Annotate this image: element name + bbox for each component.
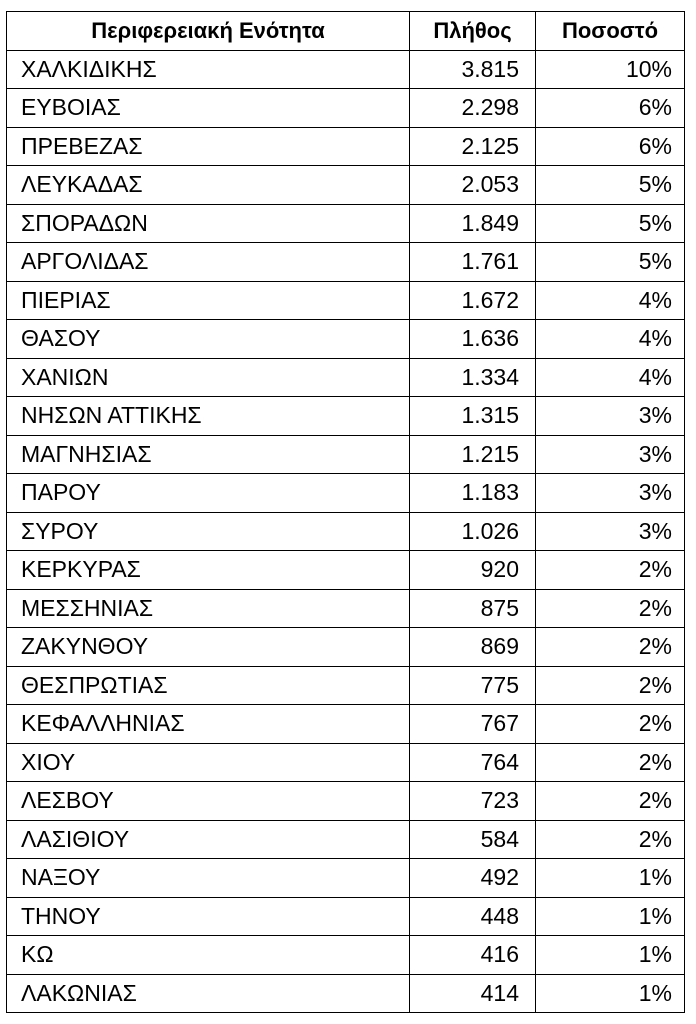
cell-percentage: 3% (536, 435, 685, 474)
table-row (7, 320, 685, 359)
cell-count: 2.125 (410, 127, 536, 166)
cell-region: ΤΗΝΟΥ (7, 897, 410, 936)
table-row (7, 474, 685, 513)
table-row (7, 666, 685, 705)
cell-region: ΚΕΦΑΛΛΗΝΙΑΣ (7, 705, 410, 744)
column-header-count: Πλήθος (410, 12, 536, 51)
cell-count: 2.053 (410, 166, 536, 205)
regional-units-table (6, 11, 685, 1013)
cell-percentage: 5% (536, 204, 685, 243)
table-row (7, 974, 685, 1013)
cell-count: 1.334 (410, 358, 536, 397)
cell-count: 1.183 (410, 474, 536, 513)
cell-percentage: 2% (536, 628, 685, 667)
cell-count: 2.298 (410, 89, 536, 128)
cell-count: 1.026 (410, 512, 536, 551)
cell-percentage: 4% (536, 320, 685, 359)
cell-region: ΛΕΣΒΟΥ (7, 782, 410, 821)
cell-percentage: 3% (536, 512, 685, 551)
cell-count: 1.672 (410, 281, 536, 320)
cell-count: 1.215 (410, 435, 536, 474)
table-body (7, 50, 685, 1013)
cell-region: ΠΡΕΒΕΖΑΣ (7, 127, 410, 166)
cell-region: ΝΗΣΩΝ ΑΤΤΙΚΗΣ (7, 397, 410, 436)
cell-percentage: 4% (536, 358, 685, 397)
cell-percentage: 2% (536, 820, 685, 859)
cell-count: 1.761 (410, 243, 536, 282)
cell-region: ΖΑΚΥΝΘΟΥ (7, 628, 410, 667)
cell-percentage: 2% (536, 743, 685, 782)
table-row (7, 127, 685, 166)
cell-count: 584 (410, 820, 536, 859)
cell-count: 1.315 (410, 397, 536, 436)
cell-region: ΕΥΒΟΙΑΣ (7, 89, 410, 128)
cell-count: 1.636 (410, 320, 536, 359)
cell-region: ΣΠΟΡΑΔΩΝ (7, 204, 410, 243)
cell-count: 775 (410, 666, 536, 705)
cell-percentage: 3% (536, 474, 685, 513)
cell-region: ΧΙΟΥ (7, 743, 410, 782)
table-row (7, 397, 685, 436)
cell-percentage: 10% (536, 50, 685, 89)
table-row (7, 89, 685, 128)
cell-percentage: 2% (536, 782, 685, 821)
cell-count: 416 (410, 936, 536, 975)
cell-percentage: 1% (536, 936, 685, 975)
cell-region: ΚΩ (7, 936, 410, 975)
cell-percentage: 1% (536, 859, 685, 898)
cell-percentage: 3% (536, 397, 685, 436)
table-row (7, 936, 685, 975)
cell-count: 767 (410, 705, 536, 744)
cell-percentage: 2% (536, 589, 685, 628)
cell-region: ΜΕΣΣΗΝΙΑΣ (7, 589, 410, 628)
cell-region: ΚΕΡΚΥΡΑΣ (7, 551, 410, 590)
cell-count: 875 (410, 589, 536, 628)
cell-percentage: 5% (536, 166, 685, 205)
cell-count: 448 (410, 897, 536, 936)
table-row (7, 705, 685, 744)
cell-region: ΘΑΣΟΥ (7, 320, 410, 359)
table-row (7, 435, 685, 474)
cell-count: 414 (410, 974, 536, 1013)
table-row (7, 589, 685, 628)
cell-region: ΜΑΓΝΗΣΙΑΣ (7, 435, 410, 474)
cell-region: ΧΑΛΚΙΔΙΚΗΣ (7, 50, 410, 89)
document-page (6, 11, 684, 1013)
cell-percentage: 4% (536, 281, 685, 320)
cell-percentage: 2% (536, 666, 685, 705)
cell-region: ΑΡΓΟΛΙΔΑΣ (7, 243, 410, 282)
table-row (7, 281, 685, 320)
table-row (7, 820, 685, 859)
cell-percentage: 2% (536, 705, 685, 744)
table-row (7, 204, 685, 243)
cell-count: 723 (410, 782, 536, 821)
cell-region: ΛΑΣΙΘΙΟΥ (7, 820, 410, 859)
table-row (7, 243, 685, 282)
cell-count: 869 (410, 628, 536, 667)
table-row (7, 897, 685, 936)
cell-percentage: 6% (536, 127, 685, 166)
cell-percentage: 5% (536, 243, 685, 282)
cell-region: ΧΑΝΙΩΝ (7, 358, 410, 397)
cell-region: ΛΑΚΩΝΙΑΣ (7, 974, 410, 1013)
cell-region: ΝΑΞΟΥ (7, 859, 410, 898)
cell-percentage: 6% (536, 89, 685, 128)
column-header-percentage: Ποσοστό (536, 12, 685, 51)
column-header-region: Περιφερειακή Ενότητα (7, 12, 410, 51)
table-header-row (7, 12, 685, 51)
cell-percentage: 2% (536, 551, 685, 590)
cell-region: ΣΥΡΟΥ (7, 512, 410, 551)
cell-percentage: 1% (536, 974, 685, 1013)
table-row (7, 551, 685, 590)
cell-count: 764 (410, 743, 536, 782)
table-row (7, 859, 685, 898)
cell-percentage: 1% (536, 897, 685, 936)
cell-region: ΠΙΕΡΙΑΣ (7, 281, 410, 320)
cell-count: 920 (410, 551, 536, 590)
cell-region: ΛΕΥΚΑΔΑΣ (7, 166, 410, 205)
table-row (7, 743, 685, 782)
cell-region: ΘΕΣΠΡΩΤΙΑΣ (7, 666, 410, 705)
cell-region: ΠΑΡΟΥ (7, 474, 410, 513)
table-row (7, 50, 685, 89)
table-row (7, 358, 685, 397)
table-row (7, 166, 685, 205)
cell-count: 3.815 (410, 50, 536, 89)
table-row (7, 628, 685, 667)
table-row (7, 512, 685, 551)
cell-count: 492 (410, 859, 536, 898)
cell-count: 1.849 (410, 204, 536, 243)
table-row (7, 782, 685, 821)
